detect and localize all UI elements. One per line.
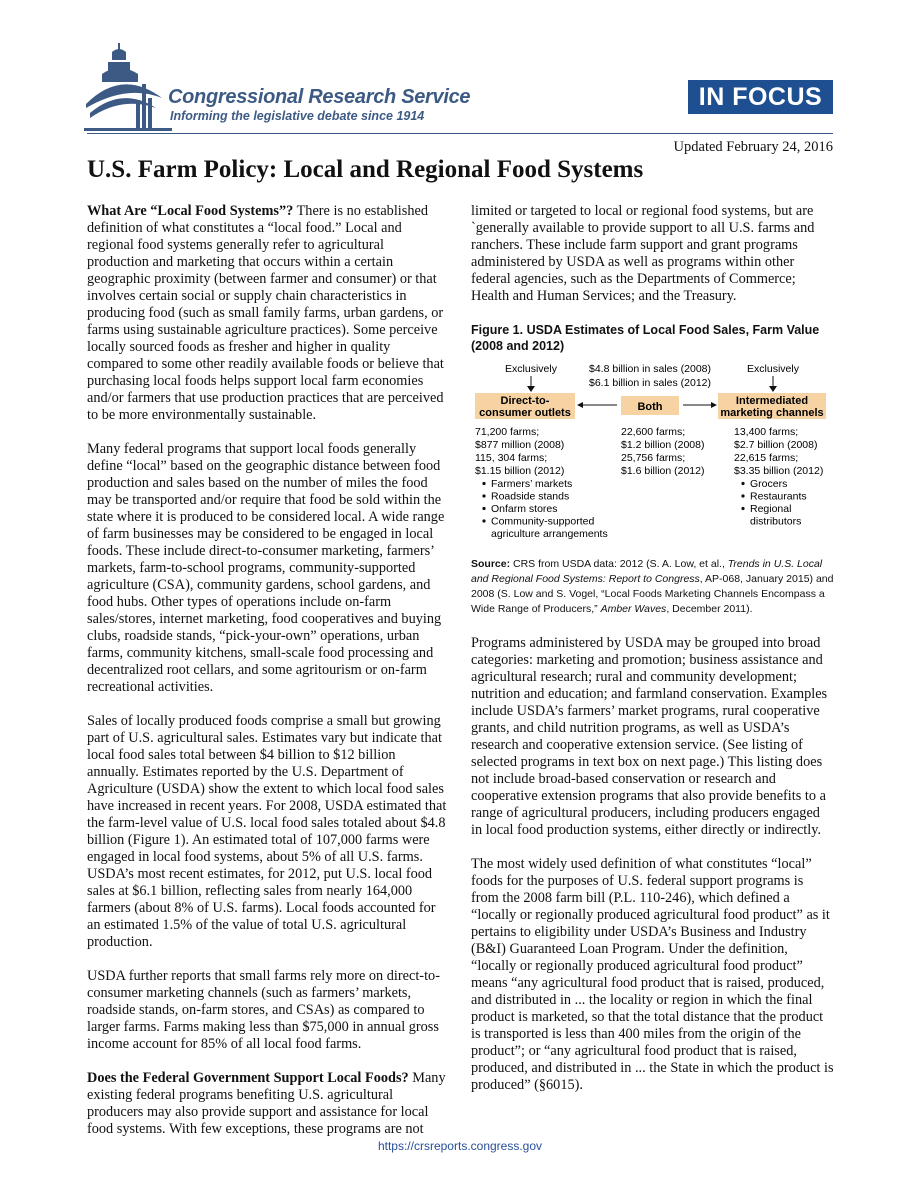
fig-stat-line: 13,400 farms; (734, 426, 799, 438)
bullet-dot (482, 507, 485, 510)
paragraph: Programs administered by USDA may be grouped into broad categories: marketing and promotion; business assistance and agricultural research; rural and community development; nutrition and education; and farmland conservation. Examples include USDA’s farmers’ market programs, rural cooperative grants, and child nutrition programs, as well as USDA’s research and cooperative extension service. (See listing of selected programs in text box on next page.) This listing does not include broad-based conservation or research and cooperative extension programs that also provide benefits to a range of agricultural producers, including producers engaged in local food production systems, either directly or indirectly. (471, 635, 828, 838)
arrow-head (527, 386, 535, 392)
paragraph: The most widely used definition of what constitutes “local” foods for the purposes of U.S. federal support programs is from the 2008 farm bill (P.L. 110-246), which defined a “locally or regionally produced agricultural food product” as it pertains to eligibility under USDA’s Business and Industry (B&I) Guaranteed Loan Program. Under the definition, “locally or regionally produced agricultural food product” means “any agricultural food product that is raised, produced, and distributed in ... the locality or region in which the final product is marketed, so that the total distance that the product is transported is less than 400 miles from the origin of the product”; or “any agricultural food product that is raised, produced, and distributed in ... the State in which the product is produced” (§6015). (471, 856, 834, 1093)
section-heading: Does the Federal Government Support Local Foods? (87, 1070, 409, 1086)
fig-bullet-item: Roadside stands (491, 490, 570, 503)
bullet-dot (482, 482, 485, 485)
fig-left-label: Exclusively (505, 363, 557, 375)
fig-stat-line: 115, 304 farms; (475, 452, 548, 464)
fig-stat-line: $3.35 billion (2012) (734, 465, 824, 477)
fig-box-right-1: Intermediated (735, 395, 809, 407)
fig-bullet-item: agriculture arrangements (491, 528, 608, 540)
fig-stat-line: $1.15 billion (2012) (475, 465, 565, 477)
paragraph: What Are “Local Food Systems”? There is no established definition of what constitutes a “local food.” Local and regional food systems generally refer to agricultural production and marketing that occurs within a certain geographic proximity (between farmer and consumer) or that involves certain social or supply chain characteristics in producing food (such as small family farms, urban gardens, or farms using sustainable agriculture practices). Some perceive locally sourced foods as fresher and higher in quality compared to some other readily available foods or believe that purchasing local foods helps support local farm economies and/or farmers that use production practices that are perceived to be more environmentally sustainable. (87, 203, 444, 423)
left-column (87, 203, 447, 1155)
fig-stat-line: 22,615 farms; (734, 452, 799, 464)
fig-bullet-item: distributors (750, 515, 802, 528)
header-rule (87, 133, 833, 134)
fig-bullet-item: Regional (750, 503, 792, 515)
bullet-dot (741, 494, 744, 497)
fig-stat-line: 25,756 farms; (621, 452, 686, 464)
fig-box-left-1: Direct-to- (500, 395, 550, 407)
fig-box-right-2: marketing channels (720, 407, 824, 419)
updated-date: Updated February 24, 2016 (673, 139, 833, 155)
fig-stat-line: $1.6 billion (2012) (621, 465, 705, 477)
paragraph: Many federal programs that support local foods generally define “local” based on the geographic distance between food production and sales based on the number of miles the food may be transported and/or require that food be sold within the state where it is produced to be considered local. A wide range of farm businesses may be considered to be engaged in local foods. These include direct-to-consumer marketing, farmers’ markets, farm-to-school programs, community-supported agriculture (CSA), community gardens, school gardens, and food hubs. Other types of operations include on-farm sales/stores, internet marketing, food cooperatives and buying clubs, roadside stands, “pick-your-own” operations, urban farms, community kitchens, small-scale food processing and decentralized root cellars, and some agritourism or on-farm recreational activities. (87, 441, 445, 695)
figure-title: Figure 1. USDA Estimates of Local Food Sales, Farm Value (2008 and 2012) (471, 323, 820, 353)
fig-right-label: Exclusively (747, 363, 799, 375)
fig-bullet-item: Grocers (750, 478, 788, 490)
org-name: Congressional Research Service (168, 86, 471, 108)
fig-stat-line: $1.2 billion (2008) (621, 439, 705, 451)
fig-box-left-2: consumer outlets (479, 407, 571, 419)
fig-bullet-item: Restaurants (750, 490, 807, 503)
fig-box-mid: Both (637, 401, 663, 413)
arrow-head (711, 402, 717, 408)
fig-stat-line: $877 million (2008) (475, 439, 565, 451)
footer-url[interactable]: https://crsreports.congress.gov (377, 1139, 543, 1153)
figure-columns (475, 426, 823, 540)
figure-diagram (471, 362, 834, 552)
paragraph: Does the Federal Government Support Local Foods? Many existing federal programs benefiting U.S. agricultural producers may also provide support and assistance for local food systems. With few exceptions, these programs are not (87, 1070, 446, 1137)
paragraph: USDA further reports that small farms rely more on direct-to-consumer marketing channels (such as farmers’ markets, roadside stands, on-farm stores, and CSAs) as compared to larger farms. Farms making less than $75,000 in annual gross income account for 85% of all local food farms. (87, 968, 440, 1052)
fig-sales-2012: $6.1 billion in sales (2012) (589, 377, 711, 389)
bullet-dot (741, 507, 744, 510)
arrow-head (769, 386, 777, 392)
fig-bullet-item: Farmers’ markets (491, 478, 573, 490)
fig-stat-line: $2.7 billion (2008) (734, 439, 818, 451)
figure-source: Source: CRS from USDA data: 2012 (S. A. Low, et al., Trends in U.S. Local and Regional Food Systems: Report to Congress, AP-068, January 2015) and 2008 (S. Low and S. Vogel, “Local Foods Marketing Channels Encompass a Wide Range of Producers,” Amber Waves, December 2011). (471, 558, 834, 615)
section-heading: What Are “Local Food Systems”? (87, 203, 294, 219)
fig-bullet-item: Onfarm stores (491, 503, 558, 515)
page-title: U.S. Farm Policy: Local and Regional Food Systems (87, 156, 644, 183)
bullet-dot (482, 494, 485, 497)
right-column (471, 203, 834, 1111)
bullet-dot (741, 482, 744, 485)
fig-sales-2008: $4.8 billion in sales (2008) (589, 363, 711, 375)
in-focus-badge: IN FOCUS (688, 80, 833, 114)
paragraph: Sales of locally produced foods comprise a small but growing part of U.S. agricultural sales. Estimates vary but indicate that local food sales total between $4 billion to $12 billion annually. Estimates reported by the U.S. Department of Agriculture (USDA) show the extent to which local food sales have increased in recent years. For 2008, USDA estimated that the farm-level value of U.S. local food sales totaled about $4.8 billion (Figure 1). An estimated total of 107,000 farms were engaged in local food systems, about 5% of all U.S. farms. USDA’s most recent estimates, for 2012, put U.S. local food sales at $6.1 billion, reflecting sales from nearly 164,000 farmers (about 8% of U.S. farms). Local foods accounted for an estimated 1.5% of the value of total U.S. agricultural production. (87, 713, 447, 950)
fig-stat-line: 71,200 farms; (475, 426, 540, 438)
paragraph: limited or targeted to local or regional food systems, but are `generally available to provide support to all U.S. farms and ranchers. These include farm support and grant programs administered by USDA as well as programs within other federal agencies, such as the Departments of Commerce; Health and Human Services; and the Treasury. (471, 203, 815, 304)
bullet-dot (482, 519, 485, 522)
org-tagline: Informing the legislative debate since 1914 (170, 109, 425, 123)
fig-bullet-item: Community-supported (491, 515, 595, 528)
fig-stat-line: 22,600 farms; (621, 426, 686, 438)
arrow-head (577, 402, 583, 408)
